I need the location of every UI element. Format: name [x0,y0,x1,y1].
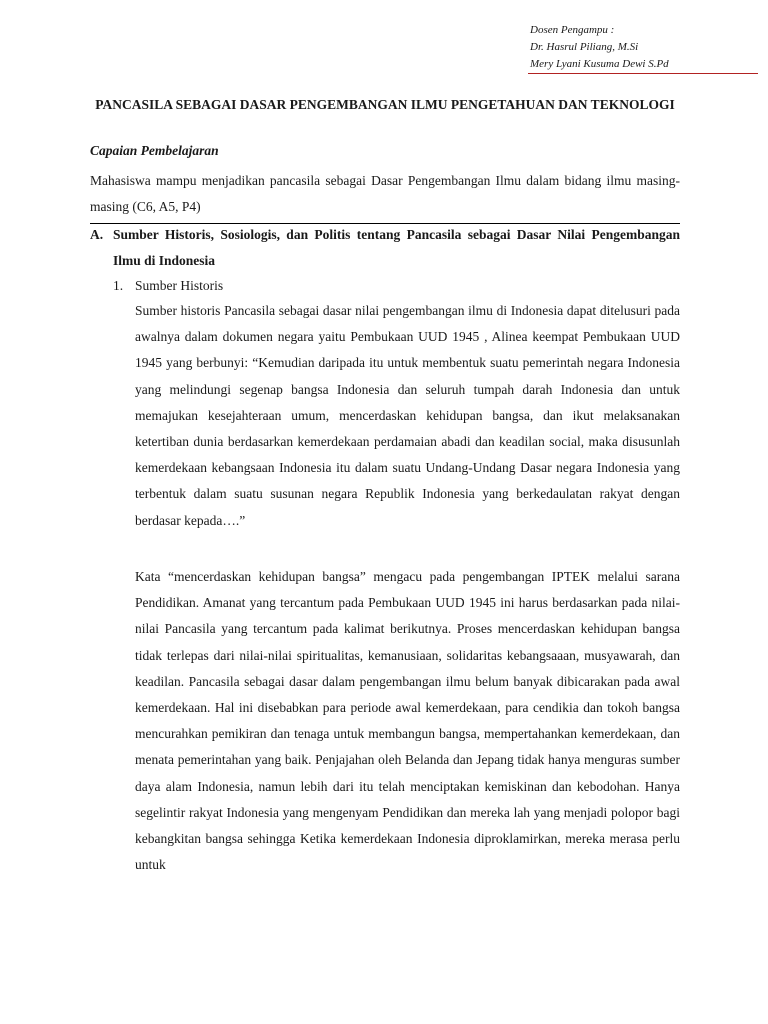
lecturer-label: Dosen Pengampu : [530,24,615,36]
section-a-label: A. [90,227,104,242]
document-title: PANCASILA SEBAGAI DASAR PENGEMBANGAN ILMU PENGETAHUAN DAN TEKNOLOGI [95,97,675,112]
header-divider [528,73,758,74]
lecturer-name-2: Mery Lyani Kusuma Dewi S.Pd [530,58,669,70]
subsection-number: 1. [113,278,124,293]
section-a-heading: Sumber Historis, Sosiologis, dan Politis tentang Pancasila sebagai Dasar Nilai Pengembangan Ilmu di Indonesia [113,227,680,268]
body-paragraph-1: Sumber historis Pancasila sebagai dasar nilai pengembangan ilmu di Indonesia dapat ditelusuri pada awalnya dalam dokumen negara yaitu Pembukaan UUD 1945 , Alinea keempat Pembukaan UUD 1945 yang berbunyi: “Kemudian daripada itu untuk membentuk suatu pemerintah negara Indonesia yang melindungi segenap bangsa Indonesia dan seluruh tumpah darah Indonesia dan untuk memajukan kesejahteraan umum, mencerdaskan kehidupan bangsa, dan ikut melaksanakan ketertiban dunia berdasarkan kemerdekaan perdamaian abadi dan keadilan social, maka disusunlah kemerdekaan kebangsaan Indonesia itu dalam suatu Undang-Undang Dasar negara Indonesia yang terbentuk dalam suatu susunan negara Republik Indonesia yang berkedaulatan rakyat dengan berdasar kepada….” [135,303,680,528]
subsection-title: Sumber Historis [135,278,224,293]
lecturer-block [530,22,750,73]
lecturer-name-1: Dr. Hasrul Piliang, M.Si [530,41,639,53]
learning-outcome-heading: Capaian Pembelajaran [90,143,219,158]
learning-outcome-text: Mahasiswa mampu menjadikan pancasila sebagai Dasar Pengembangan Ilmu dalam bidang ilmu masing-masing (C6, A5, P4) [90,173,680,214]
body-paragraph-2: Kata “mencerdaskan kehidupan bangsa” mengacu pada pengembangan IPTEK melalui sarana Pendidikan. Amanat yang tercantum pada Pembukaan UUD 1945 ini harus berdasarkan pada nilai-nilai Pancasila yang tercantum pada kalimat berikutnya. Proses mencerdaskan kehidupan bangsa tidak terlepas dari nilai-nilai spiritualitas, kemanusiaan, solidaritas kebangsaaan, musyawarah, dan keadilan. Pancasila sebagai dasar dalam pengembangan ilmu belum banyak dibicarakan pada awal kemerdekaan. Hal ini disebabkan para periode awal kemerdekaan, para cendikia dan tokoh bangsa mencurahkan pemikiran dan tenaga untuk membangun bangsa, mempertahankan kemerdekaan, dan menata pemerintahan yang baik. Penjajahan oleh Belanda dan Jepang tidak hanya menguras sumber daya alam Indonesia, namun lebih dari itu telah menciptakan kemiskinan dan kebodohan. Hanya segelintir rakyat Indonesia yang mengenyam Pendidikan dan mereka lah yang menjadi polopor bagi kebangkitan bangsa sehingga Ketika kemerdekaan Indonesia diproklamirkan, mereka merasa perlu untuk [135,569,680,873]
